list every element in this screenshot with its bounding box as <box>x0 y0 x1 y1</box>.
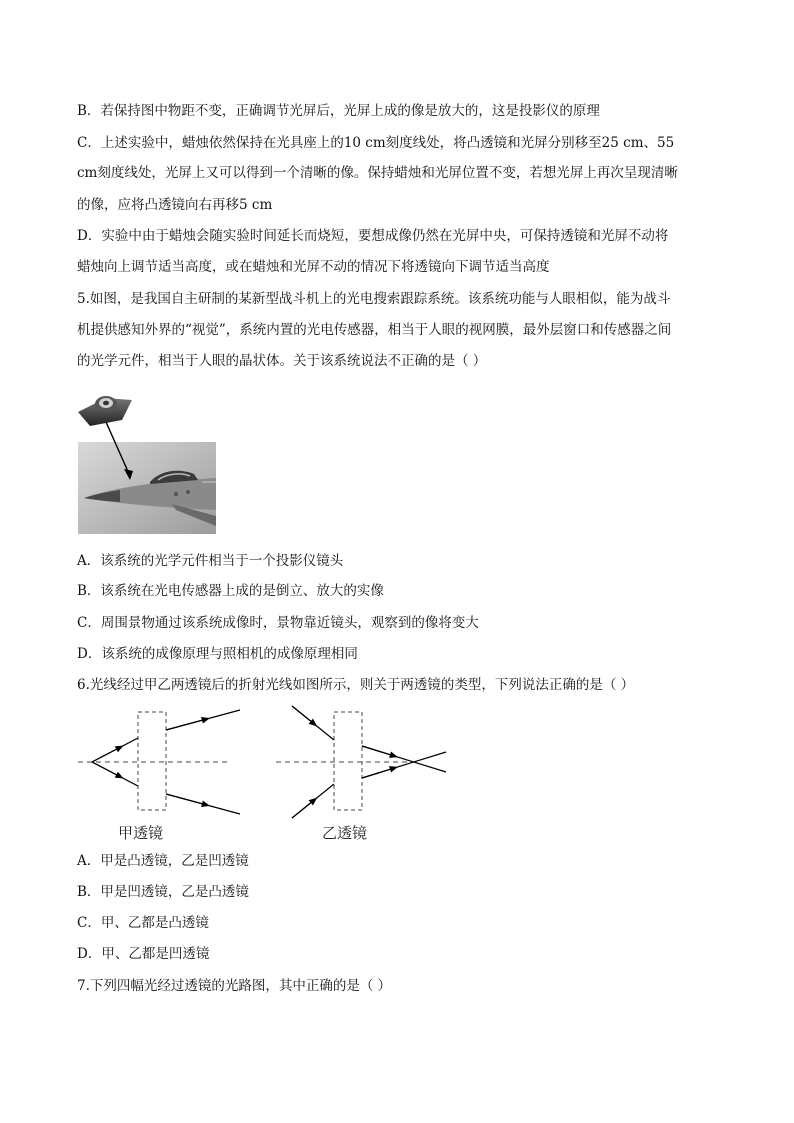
lens-diagram <box>70 700 460 850</box>
q5-option-d: D．该系统的成像原理与照相机的成像原理相同 <box>77 646 358 662</box>
sensor-pod-icon <box>78 396 132 426</box>
lens-jia <box>78 710 240 814</box>
q6-option-a: A．甲是凸透镜，乙是凹透镜 <box>77 853 249 869</box>
q5-option-a: A．该系统的光学元件相当于一个投影仪镜头 <box>77 553 344 569</box>
q7-stem: 7.下列四幅光经过透镜的光路图，其中正确的是（ ） <box>77 978 392 994</box>
q5-stem-line3: 的光学元件，相当于人眼的晶状体。关于该系统说法不正确的是（ ） <box>77 353 487 369</box>
lens-jia-label: 甲透镜 <box>118 825 164 842</box>
q6-option-d: D．甲、乙都是凹透镜 <box>77 946 210 962</box>
q5-option-c: C．周围景物通过该系统成像时，景物靠近镜头，观察到的像将变大 <box>77 615 479 631</box>
q4-option-c-line2: cm刻度线处，光屏上又可以得到一个清晰的像。保持蜡烛和光屏位置不变，若想光屏上再次呈现清晰 <box>77 165 678 181</box>
q5-stem-line1: 5.如图，是我国自主研制的某新型战斗机上的光电搜索跟踪系统。该系统功能与人眼相似，能为战斗 <box>77 291 671 307</box>
q5-stem-line2: 机提供感知外界的“视觉”，系统内置的光电传感器，相当于人眼的视网膜，最外层窗口和传感器之间 <box>77 322 672 338</box>
q4-option-c-line1: C．上述实验中，蜡烛依然保持在光具座上的10 cm刻度线处，将凸透镜和光屏分别移至25 cm、55 <box>77 135 675 151</box>
q5-option-b: B．该系统在光电传感器上成的是倒立、放大的实像 <box>77 583 384 599</box>
fighter-jet-figure <box>76 386 218 534</box>
q4-option-d-line1: D．实验中由于蜡烛会随实验时间延长而烧短，要想成像仍然在光屏中央，可保持透镜和光屏不动将 <box>77 228 669 244</box>
q4-option-c-line3: 的像，应将凸透镜向右再移5 cm <box>77 197 273 213</box>
lens-yi <box>276 706 446 818</box>
lens-yi-label: 乙透镜 <box>322 825 368 842</box>
q6-option-b: B．甲是凹透镜，乙是凸透镜 <box>77 884 249 900</box>
q4-option-b: B．若保持图中物距不变，正确调节光屏后，光屏上成的像是放大的，这是投影仪的原理 <box>77 103 600 119</box>
q4-option-d-line2: 蜡烛向上调节适当高度，或在蜡烛和光屏不动的情况下将透镜向下调节适当高度 <box>77 259 550 275</box>
q6-option-c: C．甲、乙都是凸透镜 <box>77 915 209 931</box>
q6-stem: 6.光线经过甲乙两透镜后的折射光线如图所示，则关于两透镜的类型，下列说法正确的是（ ） <box>77 677 635 693</box>
